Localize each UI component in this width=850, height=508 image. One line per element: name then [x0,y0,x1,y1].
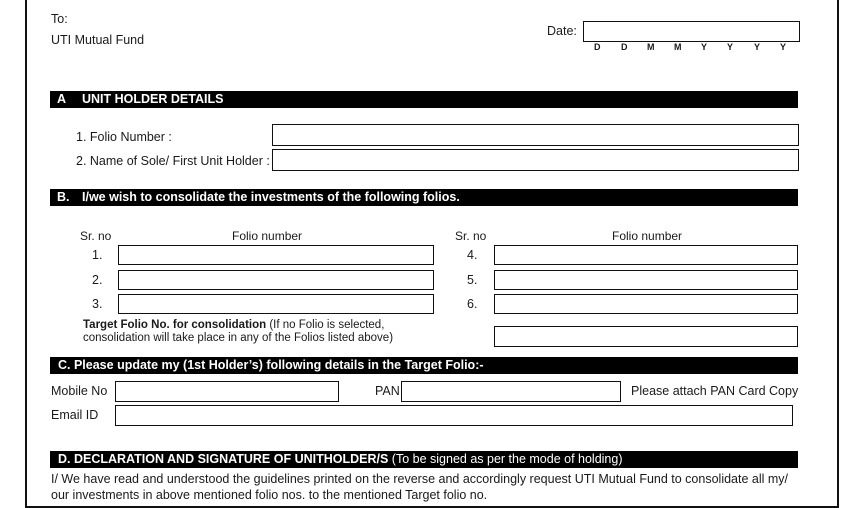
date-char: D [594,42,601,52]
declaration-text-2: our investments in above mentioned folio nos. to the mentioned Target folio no. [51,488,488,502]
date-char: Y [780,42,787,52]
target-folio-input[interactable] [494,326,798,347]
section-c-header [50,357,798,374]
email-label: Email ID [51,408,99,422]
row-number: 4. [467,248,478,262]
row-number: 5. [467,273,478,287]
section-b-header [50,189,798,206]
pan-note: Please attach PAN Card Copy [631,384,799,398]
folio-number-label: 1. Folio Number : [76,130,172,144]
sr-no-header-right: Sr. no [455,229,487,243]
date-char: D [621,42,628,52]
section-d-title [58,451,623,468]
date-label: Date: [547,24,577,38]
folio-input-5[interactable] [494,270,798,290]
folio-input-6[interactable] [494,294,798,314]
pan-label: PAN [375,384,400,398]
section-b-letter: B. [57,190,70,204]
target-folio-label-bold: Target Folio No. for consolidation [83,319,267,331]
folio-input-4[interactable] [494,245,798,265]
section-a-letter: A [57,92,67,106]
section-c-title: C. Please update my (1st Holder’s) following details in the Target Folio:- [58,358,484,372]
row-number: 1. [92,248,103,262]
holder-name-label: 2. Name of Sole/ First Unit Holder : [76,154,270,168]
section-d-note: (To be signed as per the mode of holding) [388,452,623,466]
target-folio-note-2: consolidation will take place in any of the Folios listed above) [83,332,394,344]
to-label: To: [51,12,68,26]
section-b-title: I/we wish to consolidate the investments of the following folios. [82,190,460,204]
section-d-header [50,451,798,468]
folio-input-2[interactable] [118,270,434,290]
declaration-text: I/ We have read and understood the guidelines printed on the reverse and accordingly request UTI Mutual Fund to consolidate all my/ [51,472,789,486]
pan-input[interactable] [401,381,621,402]
target-folio-note: (If no Folio is selected, [266,319,385,331]
row-number: 6. [467,297,478,311]
date-char: Y [754,42,761,52]
date-char: M [647,42,655,52]
date-char: M [674,42,682,52]
recipient-name: UTI Mutual Fund [51,33,145,47]
folio-number-header-left: Folio number [232,229,303,243]
date-char: Y [701,42,708,52]
email-input[interactable] [115,405,793,426]
folio-input-3[interactable] [118,294,434,314]
date-char: Y [727,42,734,52]
folio-input-1[interactable] [118,245,434,265]
mobile-label: Mobile No [51,384,108,398]
section-a-header [50,91,798,108]
section-a-title: UNIT HOLDER DETAILS [82,92,224,106]
date-input[interactable] [583,21,800,42]
row-number: 3. [92,297,103,311]
folio-number-input[interactable] [272,124,799,146]
date-format-hint [590,42,800,54]
holder-name-input[interactable] [272,149,799,171]
folio-number-header-right: Folio number [612,229,683,243]
section-d-title-bold: D. DECLARATION AND SIGNATURE OF UNITHOLDER/S [58,452,389,466]
row-number: 2. [92,273,103,287]
sr-no-header-left: Sr. no [80,229,112,243]
target-folio-label [83,319,384,331]
mobile-input[interactable] [115,381,339,402]
